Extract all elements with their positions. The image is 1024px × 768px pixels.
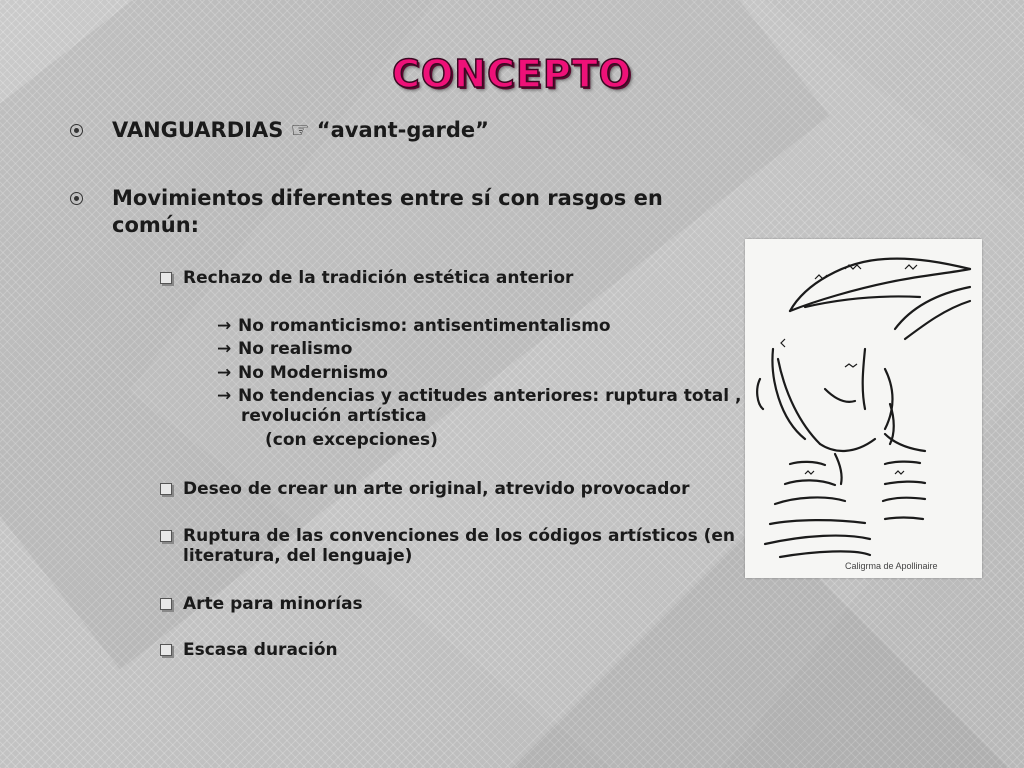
image-caption: Caligrma de Apollinaire	[845, 561, 938, 571]
checkbox-bullet-icon	[160, 483, 172, 495]
arrow-right-icon: →	[217, 386, 232, 406]
checkbox-bullet-icon	[160, 272, 172, 284]
bullet-text: Movimientos diferentes entre sí con rasgos en común:	[112, 186, 663, 237]
slide-title: CONCEPTO	[392, 52, 632, 96]
checkbox-bullet-icon	[160, 598, 172, 610]
bullet-text: VANGUARDIAS ☞ “avant-garde”	[112, 118, 489, 142]
arrow-right-icon: →	[217, 316, 232, 336]
calligram-image	[745, 239, 982, 578]
checkbox-bullet-icon	[160, 644, 172, 656]
checkbox-bullet-icon	[160, 530, 172, 542]
slide: CONCEPTO VANGUARDIAS ☞ “avant-garde” Movimientos diferentes entre sí con rasgos en común: Rechazo de la tradición estética anterior → No romanticismo: antisentimentalismo → No realismo → No Modernismo → No tendencias y actitudes anteriores: ruptura total , revolución artística (con excepciones) Deseo de crear un arte original, atrevido provocador Ruptura de las convenciones de los códigos artísticos (en literatura, del lenguaje) Arte para minorías Escasa duración Caligrma de Apollinaire	[0, 0, 1024, 768]
circle-bullet-icon	[70, 192, 83, 205]
calligram-drawing	[745, 239, 982, 578]
circle-bullet-icon	[70, 124, 83, 137]
arrow-item-continuation: revolución artística	[241, 406, 427, 426]
arrow-right-icon: →	[217, 339, 232, 359]
exceptions-note: (con excepciones)	[265, 430, 438, 450]
arrow-right-icon: →	[217, 363, 232, 383]
